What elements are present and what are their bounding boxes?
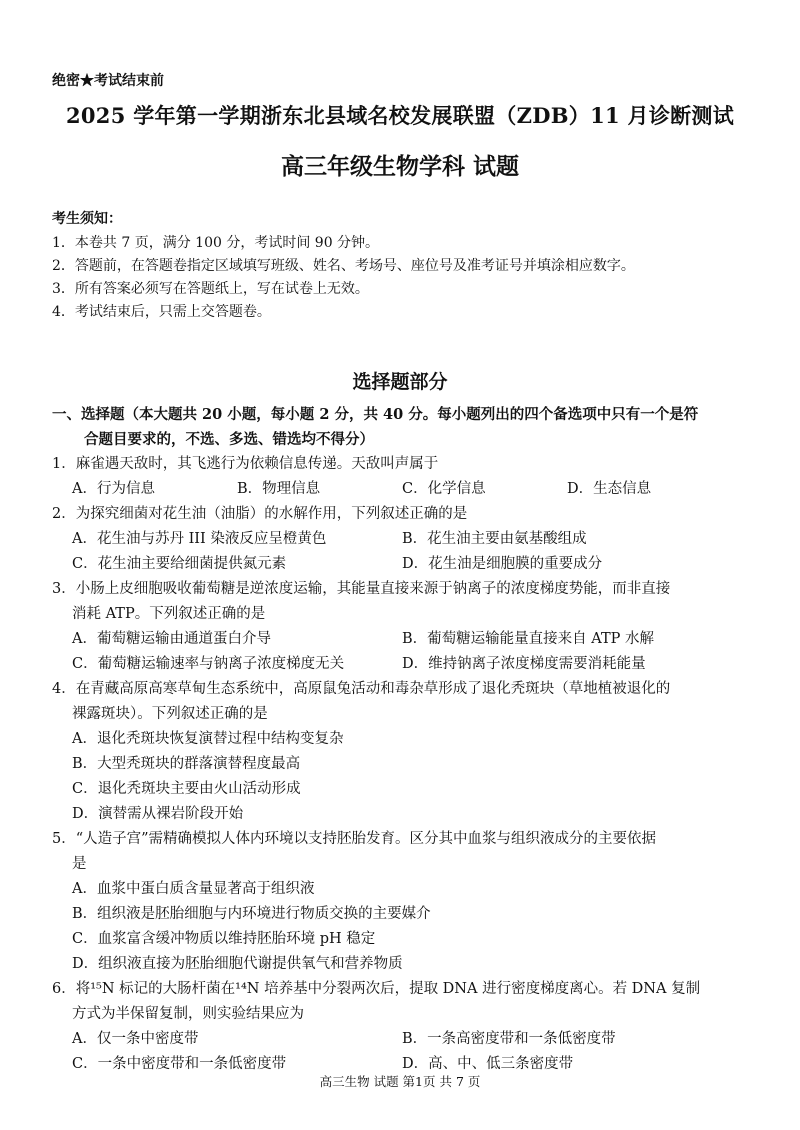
notice-item: 4．考试结束后，只需上交答题卷。 [52,304,271,320]
question-stem: 2．为探究细菌对花生油（油脂）的水解作用，下列叙述正确的是 [52,506,468,522]
option-d: D．组织液直接为胚胎细胞代谢提供氧气和营养物质 [72,956,403,972]
notice-item: 3．所有答案必须写在答题纸上，写在试卷上无效。 [52,281,369,297]
option-c: C．葡萄糖运输速率与钠离子浓度梯度无关 [72,656,345,672]
option-c: C．血浆富含缓冲物质以维持胚胎环境 pH 稳定 [72,931,376,947]
question-stem: 5．“人造子宫”需精确模拟人体内环境以支持胚胎发育。区分其中血浆与组织液成分的主要依据 [52,831,657,847]
question-4 [52,677,752,827]
option-c: C．退化秃斑块主要由火山活动形成 [72,781,301,797]
section-title: 选择题部分 [352,371,448,393]
question-stem: 4．在青藏高原高寒草甸生态系统中，高原鼠兔活动和毒杂草形成了退化秃斑块（草地植被退化的 [52,681,671,697]
question-6 [52,977,752,1077]
option-b: B．花生油主要由氨基酸组成 [402,531,587,547]
exam-subtitle: 高三年级生物学科 试题 [280,153,519,180]
question-1 [52,452,752,502]
option-d: D．演替需从裸岩阶段开始 [72,806,244,822]
option-d: D．生态信息 [567,481,652,497]
question-stem: 3．小肠上皮细胞吸收葡萄糖是逆浓度运输，其能量直接来源于钠离子的浓度梯度势能，而非直接 [52,581,671,597]
notice-item: 1．本卷共 7 页，满分 100 分，考试时间 90 分钟。 [52,235,380,251]
option-b: B．大型秃斑块的群落演替程度最高 [72,756,301,772]
exam-title: 2025 学年第一学期浙东北县域名校发展联盟（ZDB）11 月诊断测试 [65,103,735,128]
option-row [52,477,752,502]
option-a: A．行为信息 [72,481,155,497]
question-stem-cont: 方式为半保留复制，则实验结果应为 [72,1006,304,1022]
option-row [52,552,752,577]
candidate-notice [52,208,752,324]
option-d: D．维持钠离子浓度梯度需要消耗能量 [402,656,646,672]
option-row [52,627,752,652]
question-stem: 6．将¹⁵N 标记的大肠杆菌在¹⁴N 培养基中分裂两次后，提取 DNA 进行密度梯度离心。若 DNA 复制 [52,981,701,997]
question-3 [52,577,752,677]
option-d: D．花生油是细胞膜的重要成分 [402,556,603,572]
question-stem-cont: 裸露斑块）。下列叙述正确的是 [72,706,268,722]
option-b: B．葡萄糖运输能量直接来自 ATP 水解 [402,631,654,647]
option-a: A．血浆中蛋白质含量显著高于组织液 [72,881,315,897]
question-stem: 1．麻雀遇天敌时，其飞逃行为依赖信息传递。天敌叫声属于 [52,456,439,472]
part-instructions [52,402,752,452]
option-c: C．化学信息 [402,481,486,497]
option-a: A．退化秃斑块恢复演替过程中结构变复杂 [72,731,344,747]
question-5 [52,827,752,977]
option-a: A．葡萄糖运输由通道蛋白介导 [72,631,271,647]
option-row [52,1027,752,1052]
part-instructions-line: 一、选择题（本大题共 20 小题，每小题 2 分，共 40 分。每小题列出的四个备选项中只有一个是符 [52,406,699,423]
option-d: D．高、中、低三条密度带 [402,1056,574,1072]
part-instructions-line: 合题目要求的，不选、多选、错选均不得分） [84,431,374,448]
option-c: C．花生油主要给细菌提供氮元素 [72,556,287,572]
notice-heading: 考生须知： [52,211,122,227]
option-b: B．一条高密度带和一条低密度带 [402,1031,616,1047]
option-row [52,652,752,677]
question-list [52,452,752,1077]
page-footer: 高三生物 试题 第1页 共 7 页 [319,1074,481,1089]
question-stem-cont: 是 [72,856,87,872]
option-b: B．组织液是胚胎细胞与内环境进行物质交换的主要媒介 [72,906,431,922]
notice-item: 2．答题前，在答题卷指定区域填写班级、姓名、考场号、座位号及准考证号并填涂相应数字。 [52,258,635,274]
question-stem-cont: 消耗 ATP。下列叙述正确的是 [72,606,266,622]
option-row [52,527,752,552]
secret-label: 绝密★考试结束前 [52,73,164,89]
option-b: B．物理信息 [237,481,321,497]
option-a: A．仅一条中密度带 [72,1031,199,1047]
question-2 [52,502,752,577]
option-c: C．一条中密度带和一条低密度带 [72,1056,287,1072]
option-a: A．花生油与苏丹 III 染液反应呈橙黄色 [72,531,327,547]
